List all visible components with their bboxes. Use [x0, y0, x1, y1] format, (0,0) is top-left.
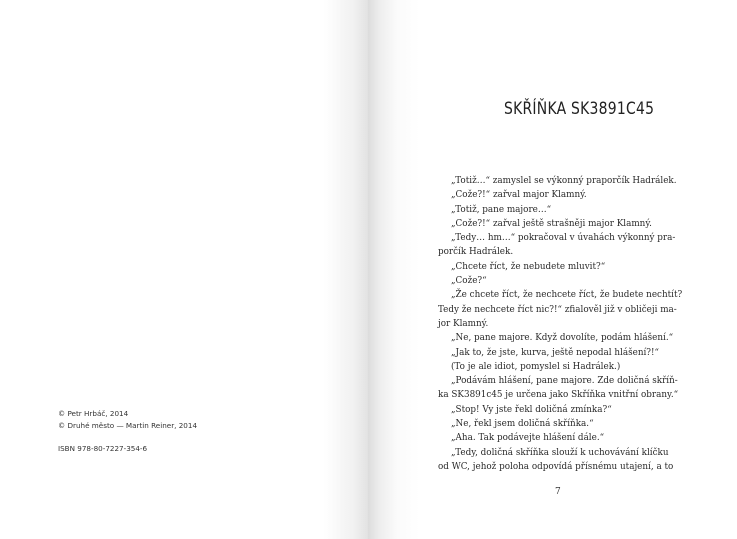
text-line: od WC, jehož poloha odpovídá přísnému utajení, a to [438, 461, 674, 472]
chapter-title: SKŘÍŇKA SK3891C45 [504, 99, 655, 119]
text-line: „Chcete říct, že nebudete mluvit?“ [451, 261, 606, 272]
text-line: „Totiž, pane majore…“ [451, 204, 552, 215]
right-page [368, 0, 737, 539]
text-line: „Cože?!“ zařval major Klamný. [451, 190, 587, 201]
text-line: jor Klamný. [438, 318, 489, 329]
text-line: „Že chcete říct, že nechcete říct, že budete nechtít? [451, 290, 683, 301]
imprint [58, 408, 197, 455]
text-line: „Stop! Vy jste řekl doličná zmínka?“ [451, 404, 612, 415]
text-line: „Tedy… hm…“ pokračoval v úvahách výkonný pra- [451, 233, 676, 244]
text-line: „Ne, řekl jsem doličná skříňka.“ [451, 419, 594, 430]
text-line: „Ne, pane majore. Když dovolíte, podám hlášení.“ [451, 333, 674, 344]
copyright-publisher: © Druhé město — Martin Reiner, 2014 [58, 421, 198, 430]
text-line: „Cože?!“ zařval ještě strašněji major Klamný. [451, 218, 652, 229]
copyright-author: © Petr Hrbáč, 2014 [58, 409, 129, 418]
text-line: „Podávám hlášení, pane majore. Zde doličná skříň- [451, 376, 678, 387]
text-line: „Aha. Tak podávejte hlášení dále.“ [451, 433, 605, 444]
body-text [438, 174, 683, 474]
text-line: (To je ale idiot, pomyslel si Hadrálek.) [451, 361, 621, 372]
page-number: 7 [555, 487, 561, 497]
isbn: ISBN 978-80-7227-354-6 [58, 444, 148, 453]
text-line: „Cože?“ [451, 276, 487, 287]
text-line: „Tedy, doličná skříňka slouží k uchovávání klíčku [451, 447, 669, 458]
left-page [0, 0, 368, 539]
text-line: Tedy že nechcete říct nic?!“ zfialověl již v obličeji ma- [438, 304, 677, 315]
text-line: porčík Hadrálek. [438, 247, 514, 258]
text-line: „Totiž…“ zamyslel se výkonný praporčík Hadrálek. [451, 176, 677, 186]
text-line: „Jak to, že jste, kurva, ještě nepodal hlášení?!“ [451, 347, 660, 358]
text-line: ka SK3891c45 je určena jako Skříňka vnitřní obrany.“ [438, 390, 679, 401]
